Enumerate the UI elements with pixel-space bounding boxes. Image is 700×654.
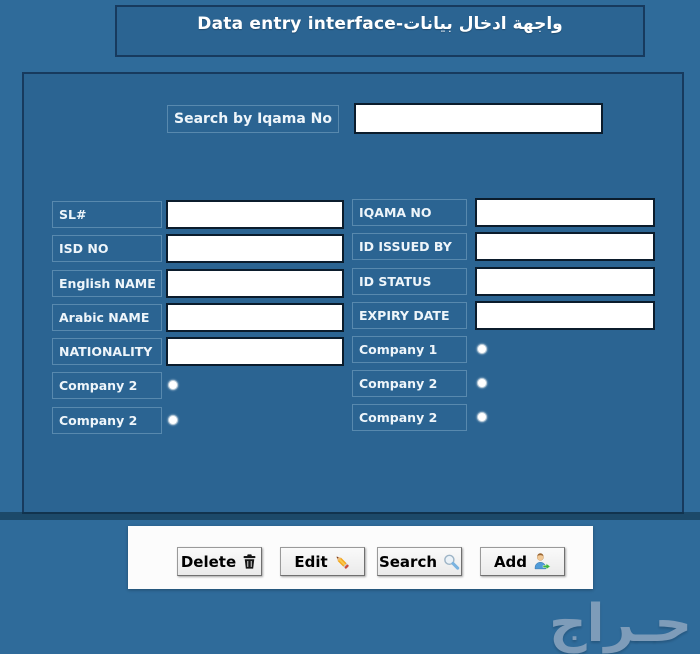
company2-left-radio-1[interactable] [168,380,178,390]
add-user-icon [532,552,551,571]
company2-right-label-1: Company 2 [352,370,467,397]
english-name-input[interactable] [166,269,344,298]
arabic-name-input[interactable] [166,303,344,332]
company1-right-radio[interactable] [477,344,487,354]
isd-no-label: ISD NO [52,235,162,262]
company2-left-label-1: Company 2 [52,372,162,399]
haraj-watermark: حـراج [549,594,692,654]
nationality-label: NATIONALITY [52,338,162,365]
sl-label: SL# [52,201,162,228]
company2-left-radio-2[interactable] [168,415,178,425]
company2-right-radio-1[interactable] [477,378,487,388]
nationality-input[interactable] [166,337,344,366]
id-status-label: ID STATUS [352,268,467,295]
search-by-iqama-label: Search by Iqama No [167,105,339,133]
add-button[interactable] [480,547,565,576]
search-iqama-input[interactable] [354,103,603,134]
id-issued-by-label: ID ISSUED BY [352,233,467,260]
expiry-date-input[interactable] [475,301,655,330]
trash-icon [241,553,258,570]
title-bar [115,5,645,57]
panel-shadow [0,512,700,520]
magnifier-icon [442,553,460,571]
id-status-input[interactable] [475,267,655,296]
page-title: Data entry interface-واجهة ادخال بيانات [197,14,563,34]
add-button-label: Add [493,552,528,571]
english-name-label: English NAME [52,270,162,297]
id-issued-by-input[interactable] [475,232,655,261]
iqama-no-input[interactable] [475,198,655,227]
sl-input[interactable] [166,200,344,229]
isd-no-input[interactable] [166,234,344,263]
edit-button[interactable] [280,547,365,576]
form-panel [22,72,684,514]
arabic-name-label: Arabic NAME [52,304,162,331]
company2-right-label-2: Company 2 [352,404,467,431]
search-button[interactable] [377,547,462,576]
edit-button-label: Edit [294,552,328,571]
company1-right-label: Company 1 [352,336,467,363]
iqama-no-label: IQAMA NO [352,199,467,226]
delete-button-label: Delete [180,552,237,571]
company2-right-radio-2[interactable] [477,412,487,422]
company2-left-label-2: Company 2 [52,407,162,434]
pencil-icon [333,553,351,571]
search-button-label: Search [378,552,438,571]
expiry-date-label: EXPIRY DATE [352,302,467,329]
delete-button[interactable] [177,547,262,576]
action-bar [128,526,593,589]
